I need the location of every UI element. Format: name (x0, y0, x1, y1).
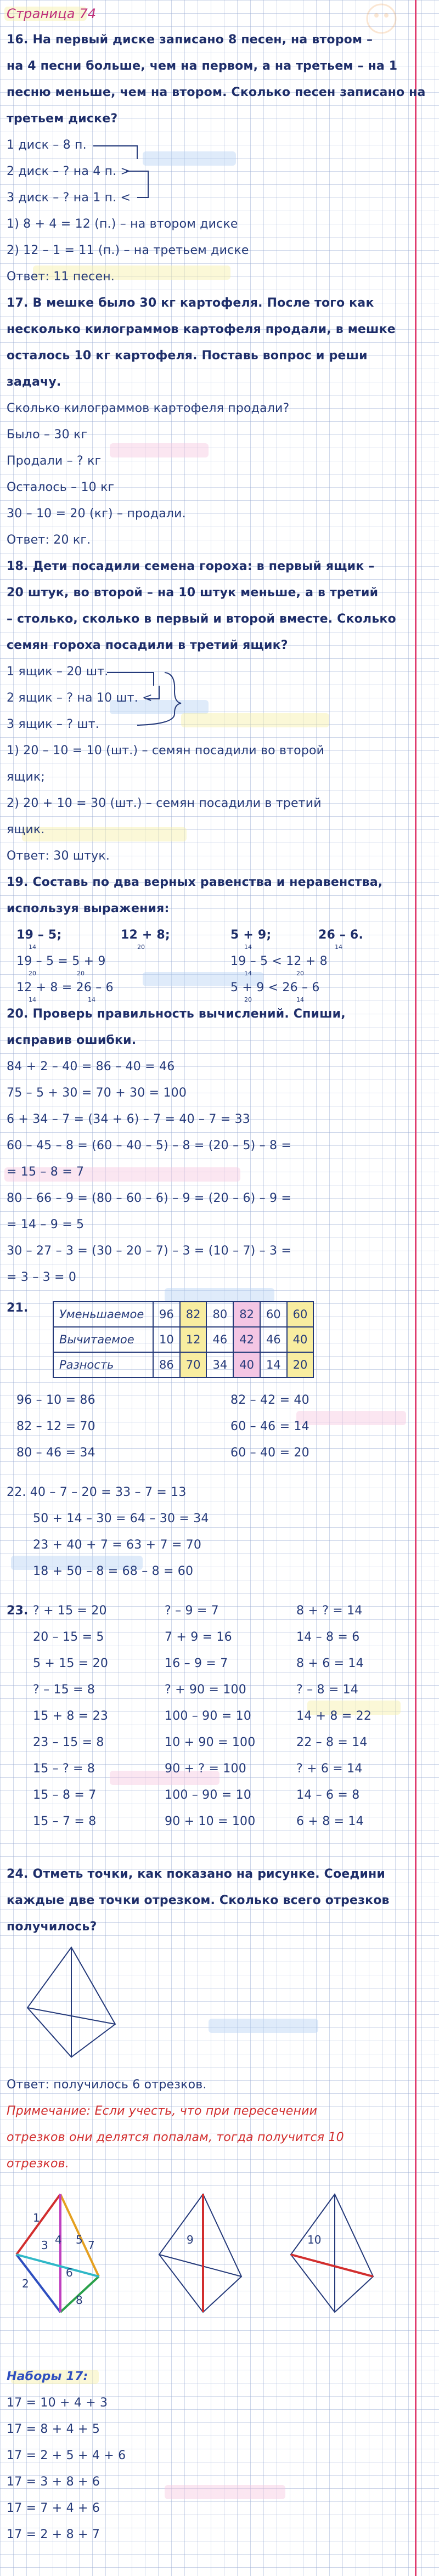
task24-text-2: каждые две точки отрезком. Сколько всего отрезков (7, 1894, 390, 1907)
table-cell: 60 (287, 1302, 314, 1327)
task18-text-3: – столько, сколько в первый и второй вместе. Сколько (7, 612, 396, 626)
task19-small: 14 (88, 996, 95, 1003)
task19-expr-4: 26 – 6. (318, 928, 363, 942)
table-row (53, 1327, 313, 1352)
task23-item: 8 + ? = 14 (296, 1604, 363, 1618)
task23-item: 15 – 8 = 7 (33, 1788, 97, 1802)
task20-row: 6 + 34 – 7 = (34 + 6) – 7 = 40 – 7 = 33 (7, 1112, 250, 1126)
table-cell: 46 (260, 1327, 287, 1352)
task23-item: 15 – ? = 8 (33, 1762, 95, 1776)
task19-small: 20 (137, 944, 145, 951)
fig-label: 4 (55, 2233, 62, 2246)
task20-text-2: исправив ошибки. (7, 1033, 137, 1047)
task16-disk3: 3 диск – ? на 1 п. < (7, 191, 131, 205)
task20-row: = 3 – 3 = 0 (7, 1270, 77, 1284)
table-cell: 70 (180, 1352, 207, 1377)
task17-text-4: задачу. (7, 375, 61, 389)
table-cell: 40 (287, 1327, 314, 1352)
task23-item: 16 – 9 = 7 (165, 1657, 228, 1670)
task23-item: 8 + 6 = 14 (296, 1657, 364, 1670)
task24-text-3: получилось? (7, 1920, 97, 1934)
task21-calc: 82 – 42 = 40 (230, 1393, 309, 1407)
table-cell: 42 (233, 1327, 260, 1352)
task23-item: 14 – 8 = 6 (296, 1630, 360, 1644)
table-cell: 82 (180, 1302, 207, 1327)
fig-label: 9 (187, 2233, 194, 2246)
task17-left: Осталось – 10 кг (7, 481, 115, 494)
task19-expr-2: 12 + 8; (121, 928, 170, 942)
task23-item: 5 + 15 = 20 (33, 1657, 109, 1670)
task24-figure-3 (285, 2189, 384, 2320)
task23-item: ? + 6 = 14 (296, 1762, 363, 1776)
highlight (296, 1411, 406, 1425)
task19-small: 14 (335, 944, 342, 951)
task18-step1b: ящик; (7, 770, 45, 784)
task18-step1: 1) 20 – 10 = 10 (шт.) – семян посадили во второй (7, 744, 325, 758)
task20-row: 75 – 5 + 30 = 70 + 30 = 100 (7, 1086, 187, 1100)
task17-text-1: 17. В мешке было 30 кг картофеля. После того как (7, 296, 374, 310)
task24-note-1: Примечание: Если учесть, что при пересечении (7, 2104, 318, 2118)
task23-item: 6 + 8 = 14 (296, 1815, 364, 1828)
task20-row: 84 + 2 – 40 = 86 – 40 = 46 (7, 1060, 175, 1074)
numbers17-row: 17 = 3 + 8 + 6 (7, 2475, 100, 2489)
task24-note-3: отрезков. (7, 2157, 69, 2171)
numbers17-row: 17 = 8 + 4 + 5 (7, 2422, 100, 2436)
numbers17-row: 17 = 10 + 4 + 3 (7, 2396, 108, 2410)
task18-box3: 3 ящик – ? шт. (7, 718, 99, 731)
highlight (165, 1288, 274, 1302)
task23-item: ? + 15 = 20 (33, 1604, 107, 1618)
task22-row: 23 + 40 + 7 = 63 + 7 = 70 (33, 1538, 202, 1552)
task23-item: ? – 15 = 8 (33, 1683, 95, 1697)
task19-expr-3: 5 + 9; (230, 928, 272, 942)
task21-calc: 80 – 46 = 34 (16, 1446, 95, 1460)
numbers17-row: 17 = 2 + 8 + 7 (7, 2528, 100, 2541)
task18-answer: Ответ: 30 штук. (7, 849, 110, 863)
fig-label: 3 (41, 2239, 48, 2252)
task19-small: 20 (77, 970, 85, 977)
task17-text-2: несколько килограммов картофеля продали, в мешке (7, 323, 396, 336)
task23-item: 14 + 8 = 22 (296, 1709, 372, 1723)
task19-small: 14 (244, 944, 252, 951)
highlight (22, 827, 187, 841)
task19-eq-1: 19 – 5 = 5 + 9 (16, 954, 106, 968)
task17-solution: 30 – 10 = 20 (кг) – продали. (7, 507, 186, 521)
task18-text-4: семян гороха посадили в третий ящик? (7, 639, 288, 652)
task22-row: 50 + 14 – 30 = 64 – 30 = 34 (33, 1512, 209, 1526)
table-cell: 12 (180, 1327, 207, 1352)
task17-was: Было – 30 кг (7, 428, 88, 442)
task18-bracket (0, 0, 439, 768)
task19-small: 20 (29, 970, 36, 977)
task19-expr-1: 19 – 5; (16, 928, 62, 942)
task16-disk1: 1 диск – 8 п. (7, 138, 87, 152)
task16-answer: Ответ: 11 песен. (7, 270, 115, 284)
task19-small: 14 (29, 944, 36, 951)
task17-text-3: осталось 10 кг картофеля. Поставь вопрос и реши (7, 349, 368, 363)
task19-text-2: используя выражения: (7, 902, 170, 916)
task16-disk2: 2 диск – ? на 4 п. > (7, 165, 131, 178)
fig-label: 5 (76, 2233, 83, 2246)
fig-label: 10 (307, 2233, 322, 2246)
task21-calc: 60 – 40 = 20 (230, 1446, 309, 1460)
fig-label: 2 (22, 2277, 29, 2290)
task24-text-1: 24. Отметь точки, как показано на рисунке. Соедини (7, 1867, 386, 1881)
numbers17-row: 17 = 7 + 4 + 6 (7, 2501, 100, 2515)
task23-item: ? – 9 = 7 (165, 1604, 219, 1618)
task23-item: 90 + 10 = 100 (165, 1815, 256, 1828)
task21-calc: 60 – 46 = 14 (230, 1420, 309, 1433)
fig-label: 1 (33, 2211, 40, 2224)
task23-item: 90 + ? = 100 (165, 1762, 246, 1776)
task18-step2: 2) 20 + 10 = 30 (шт.) – семян посадили в третий (7, 796, 322, 810)
task24-figure-2 (154, 2189, 252, 2320)
task19-eq-2: 12 + 8 = 26 – 6 (16, 981, 114, 995)
task18-step2b: ящик. (7, 823, 45, 837)
task19-small: 14 (29, 996, 36, 1003)
task23-item: ? + 90 = 100 (165, 1683, 246, 1697)
task16-step1: 1) 8 + 4 = 12 (п.) – на втором диске (7, 217, 238, 231)
task23-item: 22 – 8 = 14 (296, 1736, 368, 1749)
task19-text-1: 19. Составь по два верных равенства и неравенства, (7, 875, 383, 889)
task23-item: 10 + 90 = 100 (165, 1736, 256, 1749)
task22-row: 22. 40 – 7 – 20 = 33 – 7 = 13 (7, 1485, 187, 1499)
table-cell: 82 (233, 1302, 260, 1327)
table-cell: 80 (206, 1302, 233, 1327)
task23-item: 15 – 7 = 8 (33, 1815, 97, 1828)
task16-text-1: 16. На первый диске записано 8 песен, на втором – (7, 33, 373, 47)
task23-item: ? – 8 = 14 (296, 1683, 359, 1697)
task20-text-1: 20. Проверь правильность вычислений. Спиши, (7, 1007, 346, 1021)
task16-text-2: на 4 песни больше, чем на первом, а на третьем – на 1 (7, 59, 398, 73)
task20-row: = 14 – 9 = 5 (7, 1218, 85, 1231)
task18-text-2: 20 штук, во второй – на 10 штук меньше, а в третий (7, 586, 379, 600)
task24-note-2: отрезков они делятся попалам, тогда получится 10 (7, 2131, 344, 2144)
table-cell: 10 (153, 1327, 180, 1352)
table-row (53, 1352, 313, 1377)
task23-item: 15 + 8 = 23 (33, 1709, 109, 1723)
numbers17-row: 17 = 2 + 5 + 4 + 6 (7, 2449, 126, 2462)
task19-small: 20 (296, 970, 304, 977)
table-cell: 14 (260, 1352, 287, 1377)
table-cell: Уменьшаемое (53, 1302, 153, 1327)
table-cell: 60 (260, 1302, 287, 1327)
highlight (165, 2485, 285, 2499)
task20-row: 60 – 45 – 8 = (60 – 40 – 5) – 8 = (20 – 5) – 8 = (7, 1139, 292, 1153)
task21-num: 21. (7, 1301, 29, 1315)
task23-item: 14 – 6 = 8 (296, 1788, 360, 1802)
task19-ineq-2: 5 + 9 < 26 – 6 (230, 981, 320, 995)
task24-colored-figure (11, 2189, 110, 2320)
task17-question: Сколько килограммов картофеля продали? (7, 402, 290, 415)
task19-small: 14 (296, 996, 304, 1003)
task22-row: 18 + 50 – 8 = 68 – 8 = 60 (33, 1564, 194, 1578)
table-cell: Вычитаемое (53, 1327, 153, 1352)
fig-label: 8 (76, 2293, 83, 2307)
task19-small: 14 (244, 970, 252, 977)
task23-item: 100 – 90 = 10 (165, 1788, 251, 1802)
table-row (53, 1302, 313, 1327)
task21-table (53, 1301, 314, 1378)
task20-row: = 15 – 8 = 7 (7, 1165, 85, 1179)
table-cell: Разность (53, 1352, 153, 1377)
task20-row: 80 – 66 – 9 = (80 – 60 – 6) – 9 = (20 – 6) – 9 = (7, 1191, 292, 1205)
task16-text-4: третьем диске? (7, 112, 118, 126)
highlight (209, 2019, 318, 2033)
task18-box1: 1 ящик – 20 шт. (7, 665, 109, 679)
task23-item: 20 – 15 = 5 (33, 1630, 104, 1644)
task23-item: 7 + 9 = 16 (165, 1630, 232, 1644)
task19-small: 20 (244, 996, 252, 1003)
task21-calc: 96 – 10 = 86 (16, 1393, 95, 1407)
fig-label: 7 (88, 2239, 95, 2252)
task16-text-3: песню меньше, чем на втором. Сколько песен записано на (7, 86, 426, 99)
table-cell: 34 (206, 1352, 233, 1377)
task24-figure (16, 1942, 126, 2068)
fig-label: 6 (66, 2266, 73, 2279)
task18-box2: 2 ящик – ? на 10 шт. < (7, 691, 153, 705)
task23-item: 100 – 90 = 10 (165, 1709, 251, 1723)
task16-step2: 2) 12 – 1 = 11 (п.) – на третьем диске (7, 244, 249, 257)
task21-calc: 82 – 12 = 70 (16, 1420, 95, 1433)
task23-item: 23 – 15 = 8 (33, 1736, 104, 1749)
table-cell: 96 (153, 1302, 180, 1327)
page-title: Страница 74 (7, 6, 97, 21)
task17-sold: Продали – ? кг (7, 454, 102, 468)
task24-answer: Ответ: получилось 6 отрезков. (7, 2078, 207, 2092)
task23-num: 23. (7, 1604, 29, 1618)
task17-answer: Ответ: 20 кг. (7, 533, 91, 547)
numbers17-title: Наборы 17: (7, 2370, 88, 2383)
table-cell: 40 (233, 1352, 260, 1377)
table-cell: 86 (153, 1352, 180, 1377)
table-cell: 20 (287, 1352, 314, 1377)
table-cell: 46 (206, 1327, 233, 1352)
task19-ineq-1: 19 – 5 < 12 + 8 (230, 954, 328, 968)
task18-text-1: 18. Дети посадили семена гороха: в первый ящик – (7, 560, 375, 573)
task20-row: 30 – 27 – 3 = (30 – 20 – 7) – 3 = (10 – 7) – 3 = (7, 1244, 292, 1258)
